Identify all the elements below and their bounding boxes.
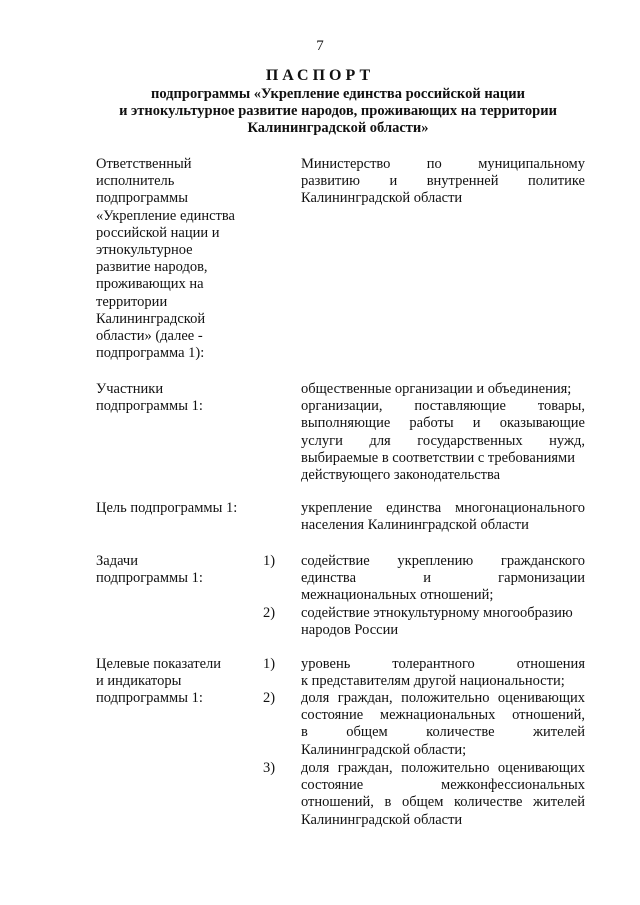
- row-value-task-1: [301, 553, 585, 605]
- label-line: развитие народов,: [96, 259, 208, 276]
- value-line: народов России: [301, 622, 399, 639]
- label-line: подпрограммы 1:: [96, 690, 203, 707]
- value-line: организации, поставляющие товары,: [301, 398, 585, 415]
- value-line: Министерство по муниципальному: [301, 156, 585, 172]
- label-line: исполнитель: [96, 173, 175, 190]
- value-line: доля граждан, положительно оценивающих: [301, 760, 585, 776]
- label-line: подпрограмма 1):: [96, 345, 205, 362]
- document-subtitle: [60, 86, 616, 137]
- value-line: единства и гармонизации: [301, 570, 585, 587]
- row-value-task-2: [301, 605, 585, 639]
- row-value-indicator-3: [301, 760, 585, 829]
- value-line: к представителям другой национальности;: [301, 673, 565, 690]
- value-line: Калининградской области: [301, 811, 463, 828]
- label-line: «Укрепление единства: [96, 207, 235, 224]
- subtitle-line: подпрограммы «Укрепление единства российской нации: [151, 86, 525, 102]
- value-line: содействие укреплению гражданского: [301, 553, 585, 569]
- label-line: и индикаторы: [96, 673, 182, 690]
- label-line: этнокультурное: [96, 241, 193, 258]
- value-line: развитию и внутренней политике: [301, 173, 585, 190]
- value-line: действующего законодательства: [301, 466, 501, 483]
- value-line: услуги для государственных нужд,: [301, 432, 585, 449]
- value-line: содействие этнокультурному многообразию: [301, 605, 573, 621]
- value-line: Калининградской области;: [301, 741, 467, 758]
- row-value-indicator-1: [301, 656, 585, 690]
- item-number: 1): [263, 553, 276, 569]
- label-line: российской нации и: [96, 224, 220, 241]
- value-line: доля граждан, положительно оценивающих: [301, 690, 585, 706]
- value-line: отношений, в общем количестве жителей: [301, 794, 585, 811]
- item-number: 2): [263, 605, 276, 621]
- label-line: Ответственный: [96, 156, 192, 172]
- row-value-responsible-executor: [301, 156, 585, 208]
- label-line: подпрограммы: [96, 190, 188, 207]
- value-line: в общем количестве жителей: [301, 724, 585, 741]
- subtitle-line: Калининградской области»: [247, 120, 429, 136]
- row-value-participants: [301, 381, 585, 484]
- item-number: 2): [263, 690, 276, 706]
- value-line: выбираемые в соответствии с требованиями: [301, 449, 575, 466]
- label-line: Калининградской: [96, 310, 206, 327]
- label-line: Цель подпрограммы 1:: [96, 500, 238, 516]
- value-line: состояние межнациональных отношений,: [301, 707, 585, 724]
- item-number: 3): [263, 760, 276, 776]
- subtitle-line: и этнокультурное развитие народов, проживающих на территории: [119, 103, 557, 119]
- label-line: Задачи: [96, 553, 138, 569]
- row-label-tasks: [96, 553, 256, 587]
- value-line: межнациональных отношений;: [301, 587, 494, 604]
- value-line: выполняющие работы и оказывающие: [301, 415, 585, 432]
- row-value-goal: [301, 500, 585, 534]
- label-line: Участники: [96, 381, 164, 397]
- item-number: 1): [263, 656, 276, 672]
- row-label-indicators: [96, 656, 256, 708]
- value-line: состояние межконфессиональных: [301, 777, 585, 794]
- row-label-participants: [96, 381, 256, 415]
- value-line: уровень толерантного отношения: [301, 656, 585, 672]
- value-line: Калининградской области: [301, 190, 463, 207]
- page-number: 7: [316, 38, 324, 54]
- label-line: Целевые показатели: [96, 656, 222, 672]
- label-line: области» (далее -: [96, 327, 203, 344]
- row-value-indicator-2: [301, 690, 585, 759]
- row-label-responsible-executor: [96, 156, 256, 362]
- row-label-goal: [96, 500, 256, 517]
- value-line: общественные организации и объединения;: [301, 381, 572, 397]
- value-line: населения Калининградской области: [301, 517, 529, 534]
- label-line: подпрограммы 1:: [96, 398, 203, 415]
- value-line: укрепление единства многонационального: [301, 500, 585, 516]
- label-line: подпрограммы 1:: [96, 570, 203, 587]
- document-title: ПАСПОРТ: [265, 67, 375, 84]
- label-line: территории: [96, 293, 168, 310]
- label-line: проживающих на: [96, 276, 204, 293]
